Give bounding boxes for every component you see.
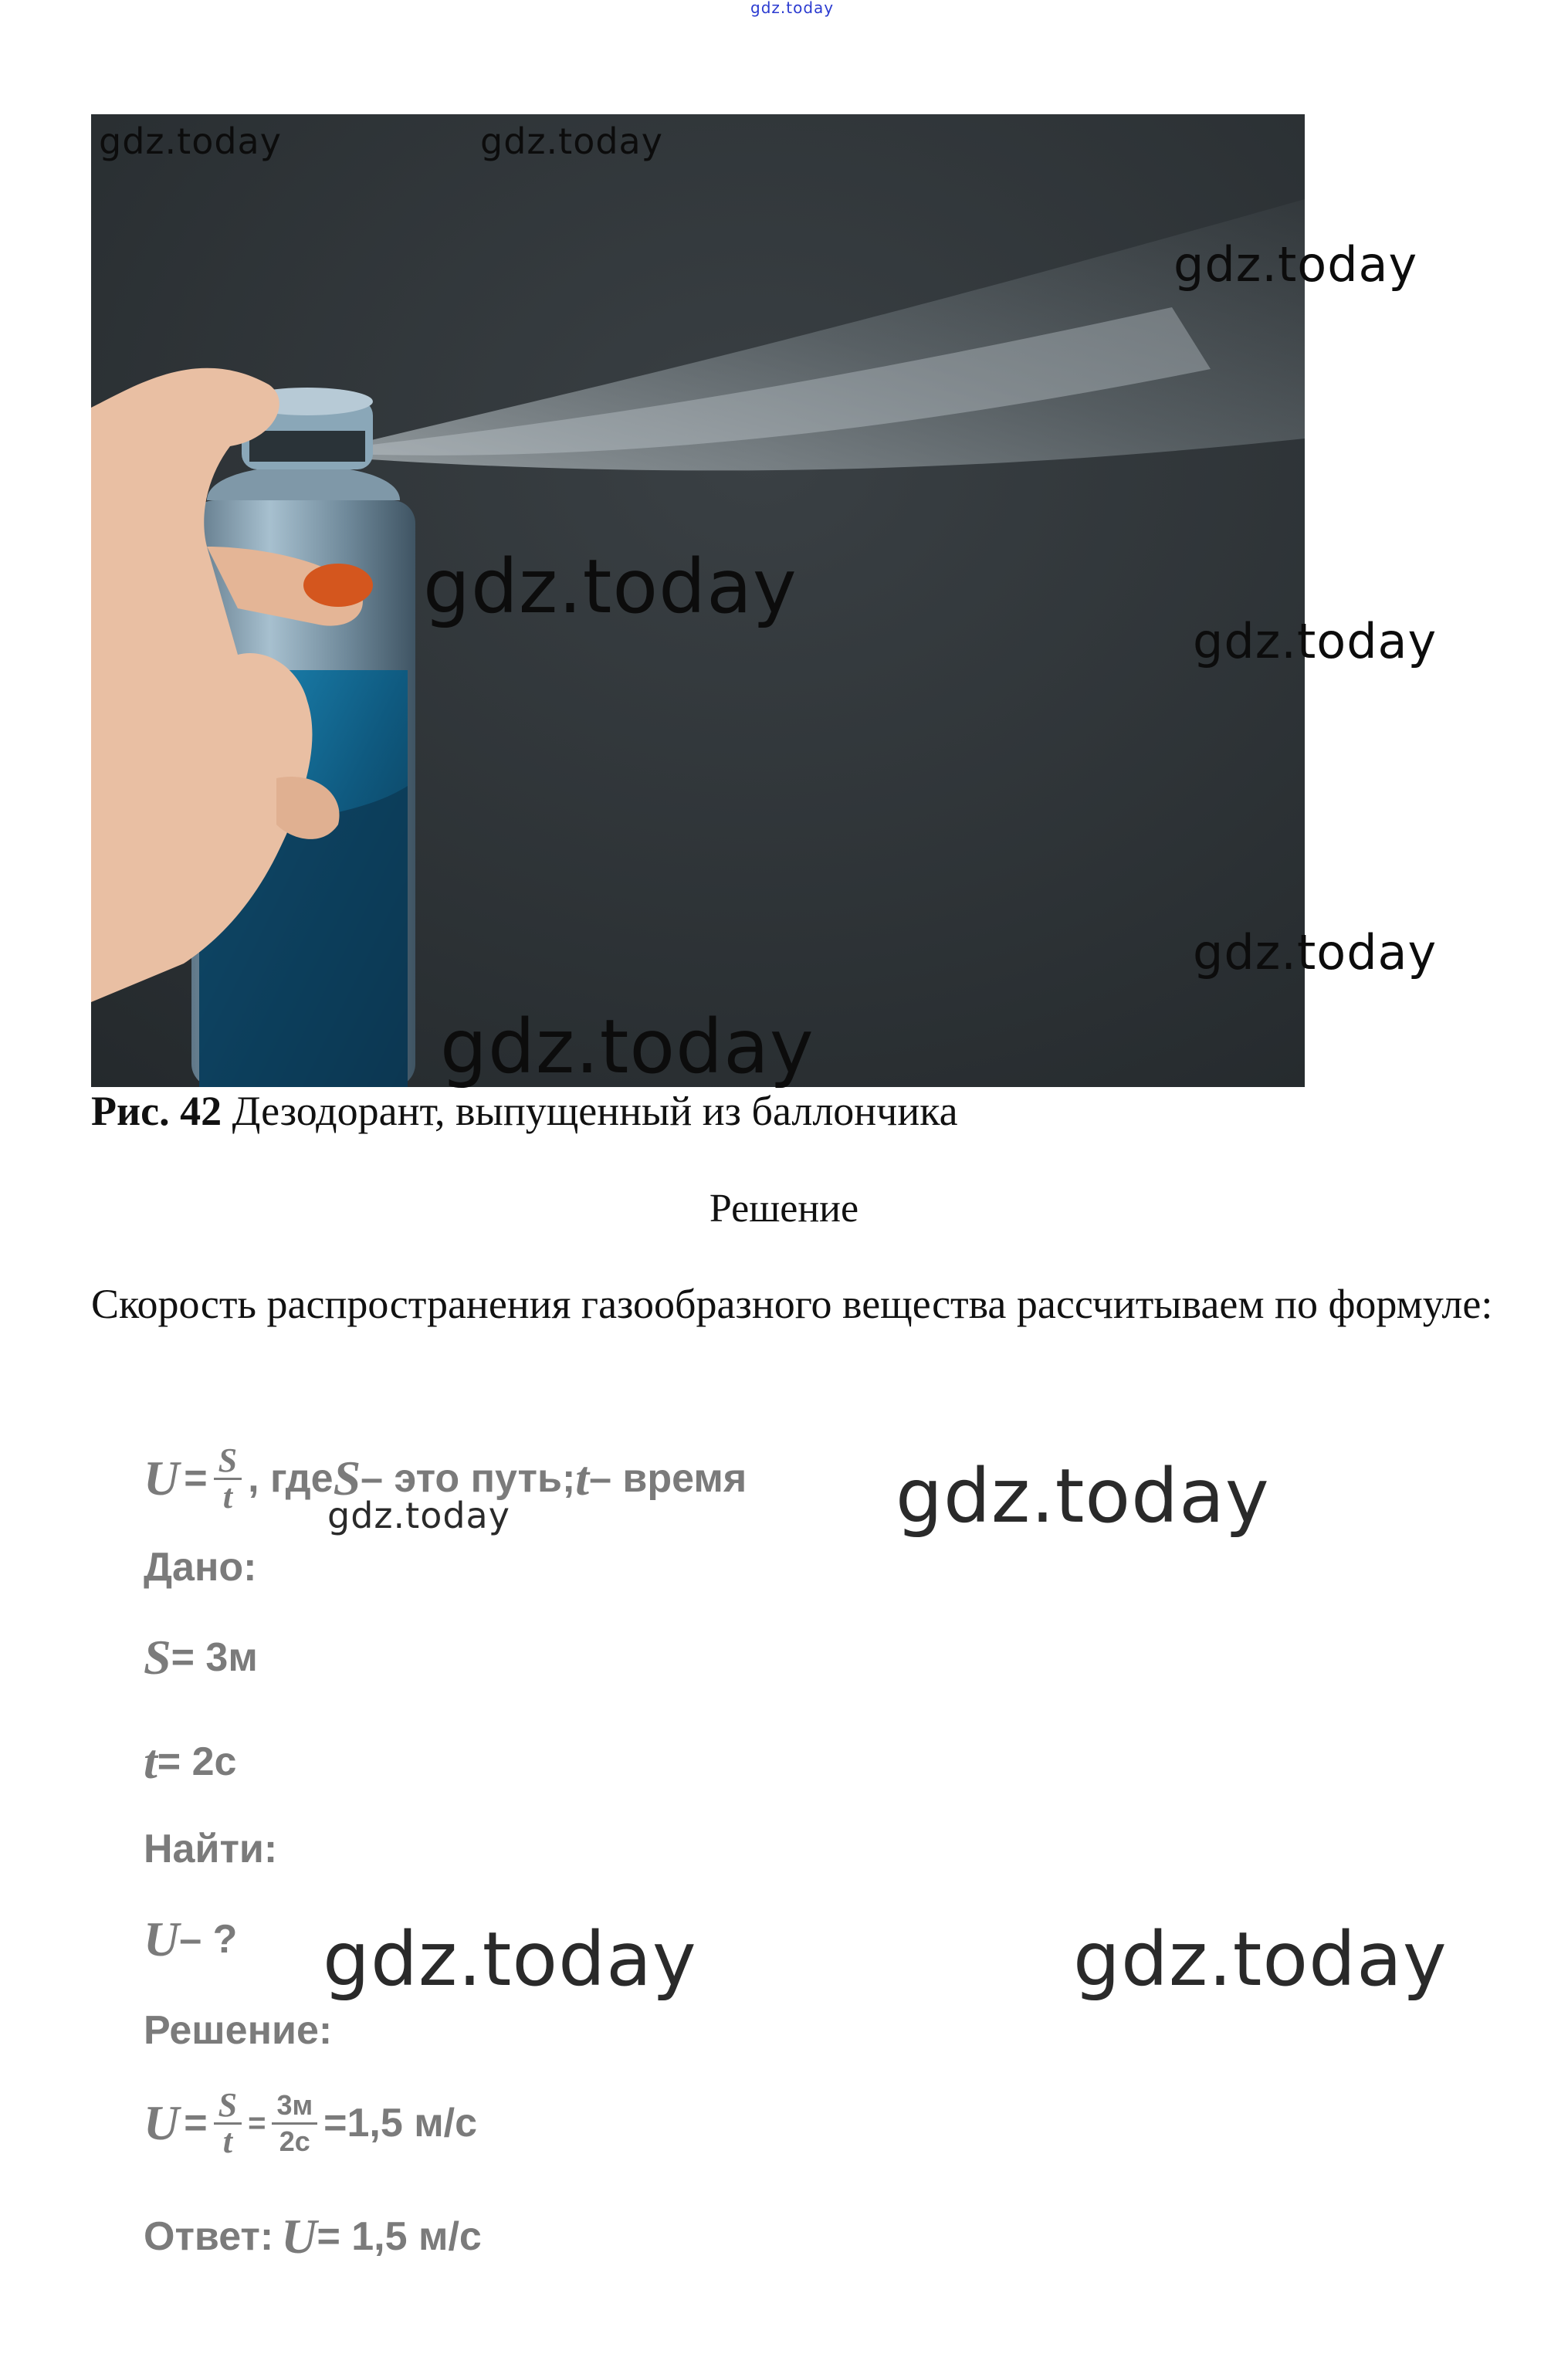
watermark-text: gdz.today: [480, 120, 663, 162]
watermark-text: gdz.today: [323, 1916, 697, 2003]
answer-line: Ответ: U = 1,5 м/с: [144, 2209, 482, 2264]
figure-caption-text: Дезодорант, выпущенный из баллончика: [232, 1088, 958, 1134]
section-title: Решение: [709, 1187, 859, 1231]
formula-text: , где: [248, 1456, 334, 1501]
calc-fraction-2: $\frac{3м}{2с}$: [272, 2088, 317, 2159]
given-t: t = 2с: [144, 1734, 237, 1789]
formula-t: t: [575, 1451, 590, 1505]
formula-lhs: U: [144, 1451, 180, 1505]
intro-paragraph: Скорость распространения газообразного вещества рассчитываем по формуле:: [91, 1281, 1493, 1327]
calc-line: U = $\frac{S}{t}$ = $\frac{3м}{2с}$ =1,5 м/с: [144, 2085, 478, 2160]
solution-label: Решение:: [144, 2008, 333, 2053]
watermark-text: gdz.today: [1173, 236, 1418, 293]
formula-s: S: [333, 1451, 361, 1505]
watermark-text: gdz.today: [327, 1495, 510, 1536]
calc-fraction-1: $\frac{S}{t}$: [214, 2088, 242, 2159]
given-label: Дано:: [144, 1545, 257, 1590]
formula-fraction: $\frac{S}{t}$: [214, 1444, 242, 1514]
watermark-text: gdz.today: [1193, 924, 1438, 980]
figure-caption: [91, 1087, 958, 1135]
watermark-text: gdz.today: [1193, 613, 1438, 669]
figure-label: Рис. 42: [91, 1088, 222, 1134]
watermark-text: gdz.today: [896, 1453, 1270, 1539]
formula-s-def: – это путь;: [361, 1456, 576, 1501]
watermark-text: gdz.today: [1073, 1916, 1448, 2003]
top-watermark: gdz.today: [750, 0, 835, 17]
find-label: Найти:: [144, 1827, 278, 1871]
watermark-text: gdz.today: [99, 120, 282, 162]
watermark-text: gdz.today: [440, 1004, 814, 1090]
formula-eq: =: [184, 1456, 208, 1501]
find-line: U – ?: [144, 1912, 238, 1966]
watermark-text: gdz.today: [423, 544, 798, 630]
given-s: S = 3м: [144, 1630, 258, 1685]
formula-t-def: – время: [589, 1456, 747, 1501]
